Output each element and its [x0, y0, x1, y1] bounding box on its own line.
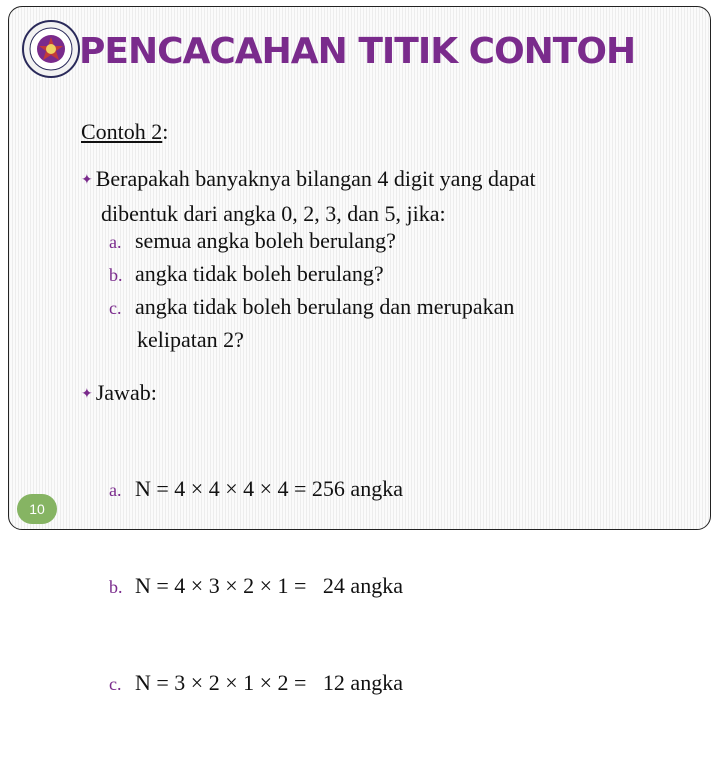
bullet-icon: ✦	[81, 173, 93, 188]
bullet-icon: ✦	[81, 387, 93, 402]
condition-text: angka tidak boleh berulang?	[135, 261, 384, 286]
answer-label	[81, 377, 157, 412]
question-line-2: dibentuk dari angka 0, 2, 3, dan 5, jika:	[101, 201, 446, 226]
condition-item	[109, 291, 514, 324]
answer-marker: a.	[109, 480, 122, 500]
condition-text: angka tidak boleh berulang dan merupakan	[135, 294, 515, 319]
question-paragraph	[81, 163, 536, 229]
slide	[8, 6, 711, 695]
condition-item	[109, 225, 514, 258]
answer-marker: c.	[109, 674, 122, 694]
condition-marker: c.	[109, 298, 122, 318]
answer-text: N = 4 × 3 × 2 × 1 = 24 angka	[135, 573, 403, 598]
condition-continuation: kelipatan 2?	[137, 327, 244, 352]
answer-marker: b.	[109, 577, 123, 597]
example-heading	[81, 119, 168, 145]
answer-text: N = 4 × 4 × 4 × 4 = 256 angka	[135, 476, 403, 501]
answer-item	[109, 570, 403, 603]
answer-item	[109, 473, 403, 506]
university-seal-icon	[21, 19, 81, 79]
condition-text: semua angka boleh berulang?	[135, 228, 396, 253]
answer-text: N = 3 × 2 × 1 × 2 = 12 angka	[135, 670, 403, 695]
answer-item	[109, 667, 403, 700]
condition-list	[109, 225, 514, 355]
example-heading-label: Contoh 2	[81, 119, 163, 144]
example-heading-colon: :	[162, 119, 169, 144]
condition-marker: b.	[109, 265, 123, 285]
page-number-badge: 10	[17, 494, 57, 524]
condition-marker: a.	[109, 232, 122, 252]
condition-item	[109, 258, 514, 291]
answer-label-text: Jawab:	[95, 380, 157, 405]
answer-list	[109, 409, 403, 764]
question-line-1: Berapakah banyaknya bilangan 4 digit yang dapat	[95, 166, 536, 191]
slide-title: PENCACAHAN TITIK CONTOH	[79, 31, 636, 72]
